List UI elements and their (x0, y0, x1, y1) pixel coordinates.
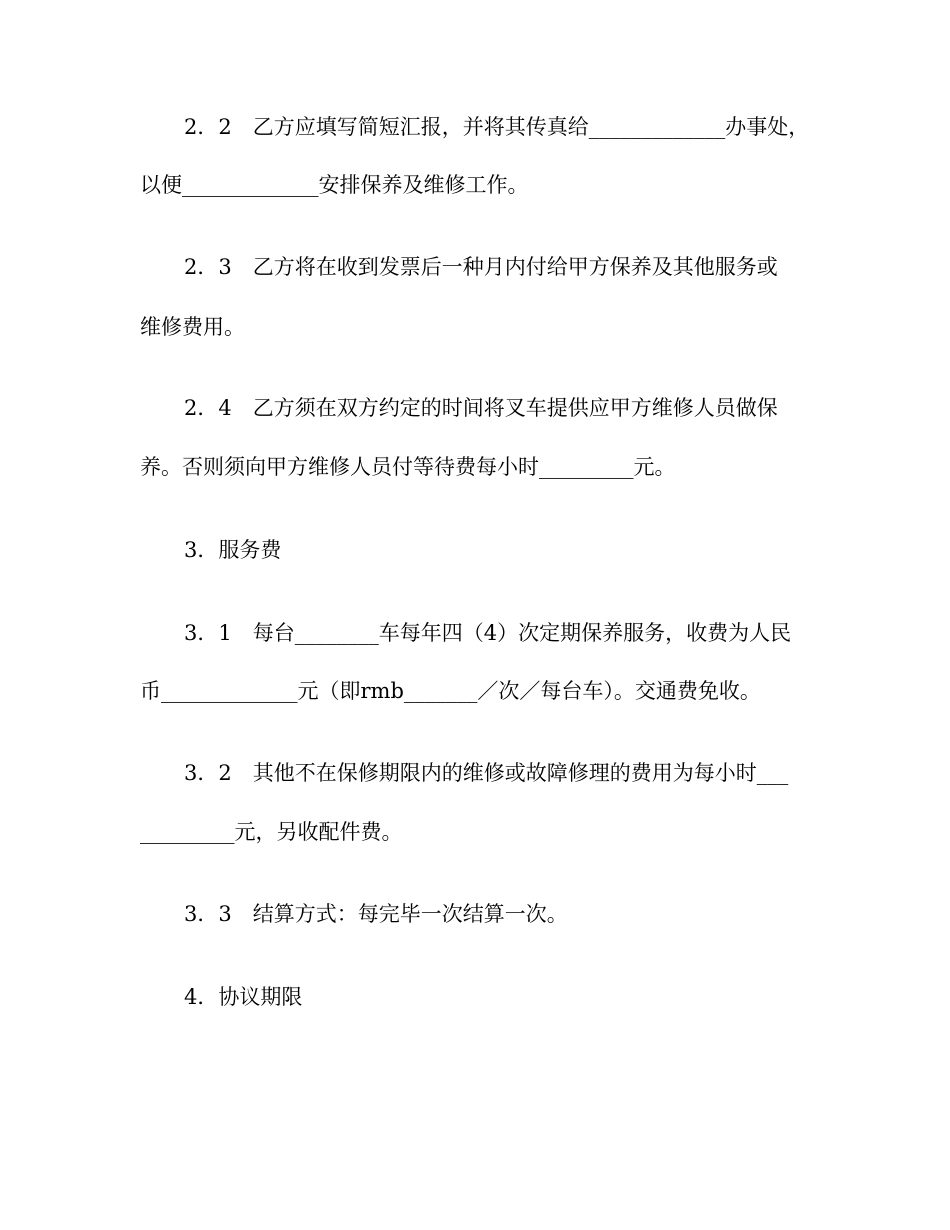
clause-2-3-line-2: 维修费用。 (140, 315, 245, 339)
clause-2-3-line-1: 2．3 乙方将在收到发票后一种月内付给甲方保养及其他服务或 (184, 255, 778, 279)
clause-2-4-line-1: 2．4 乙方须在双方约定的时间将叉车提供应甲方维修人员做保 (184, 396, 778, 420)
clause-3-1-line-1: 3．1 每台________车每年四（4）次定期保养服务，收费为人民 (184, 621, 792, 645)
clause-2-2-line-2: 以便_____________安排保养及维修工作。 (140, 173, 529, 197)
clause-3-2-line-2: _________元，另收配件费。 (140, 820, 403, 844)
section-4-heading: 4．协议期限 (184, 985, 303, 1009)
clause-3-2-line-1: 3．2 其他不在保修期限内的维修或故障修理的费用为每小时___ (184, 761, 789, 785)
clause-3-1-line-2: 币_____________元（即rmb_______／次／每台车）。交通费免收。 (140, 679, 761, 703)
clause-2-4-line-2: 养。否则须向甲方维修人员付等待费每小时_________元。 (140, 455, 676, 479)
clause-2-2-line-1: 2．2 乙方应填写简短汇报，并将其传真给_____________办事处， (184, 115, 810, 139)
section-3-heading: 3．服务费 (184, 538, 282, 562)
clause-3-3: 3．3 结算方式：每完毕一次结算一次。 (184, 902, 568, 926)
